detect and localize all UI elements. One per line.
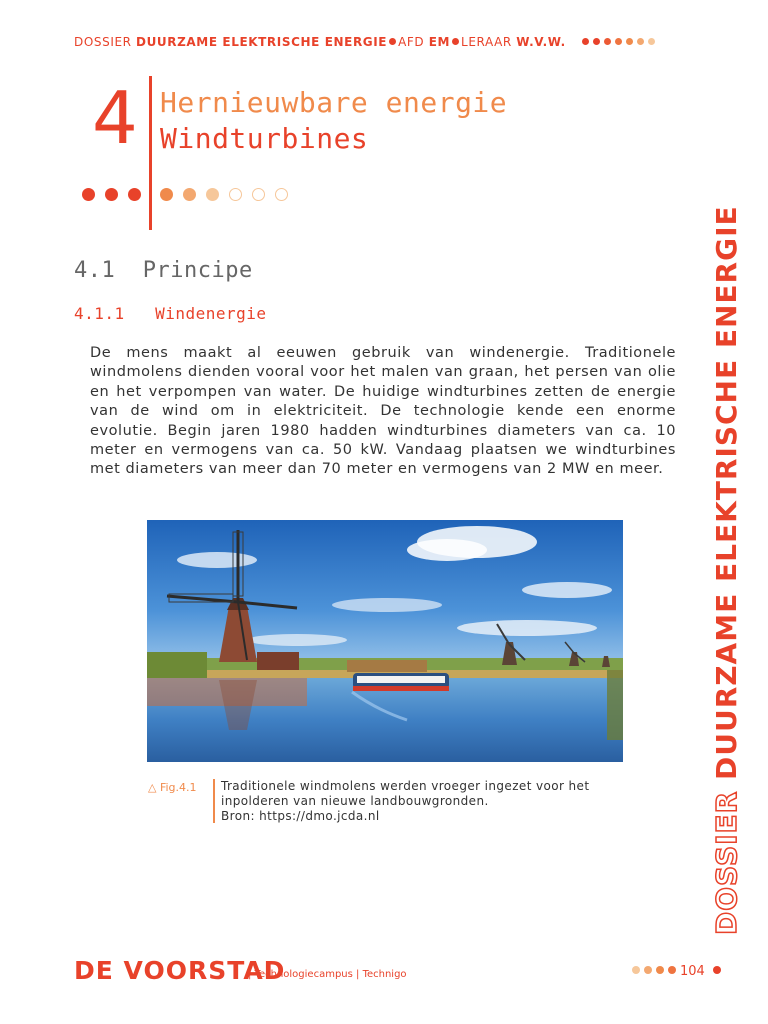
header-bullet (389, 38, 396, 45)
header-afd-label: AFD (398, 35, 425, 49)
header-bullet (452, 38, 459, 45)
subsection-title: Windenergie (155, 304, 267, 323)
subsection-heading (74, 304, 267, 323)
side-title-main: DUURZAME ELEKTRISCHE ENERGIE (710, 205, 743, 781)
section-title: Principe (142, 258, 253, 283)
running-header (74, 35, 657, 49)
section-number: 4.1 (74, 258, 116, 283)
header-afd-value: EM (428, 35, 451, 49)
chapter-title-line1: Hernieuwbare energie (160, 86, 508, 119)
page-number-block (632, 964, 725, 979)
subsection-number: 4.1.1 (74, 304, 125, 323)
header-teacher-label: LERAAR (461, 35, 512, 49)
caption-text: Traditionele windmolens werden vroeger ingezet voor het inpolderen van nieuwe landbouwgronden. (221, 779, 590, 808)
side-title (710, 205, 743, 935)
footer-links: | Technologiecampus | Technigo (248, 969, 407, 980)
chapter-divider (149, 76, 152, 230)
header-dot-row (580, 35, 657, 49)
side-title-dossier: DOSSIER (710, 790, 743, 935)
figure-caption (221, 779, 641, 824)
chapter-number: 4 (92, 76, 138, 160)
header-dossier-title: DUURZAME ELEKTRISCHE ENERGIE (136, 35, 388, 49)
section-heading (74, 258, 253, 283)
figure-label: △ Fig.4.1 (148, 781, 197, 794)
caption-source: Bron: https://dmo.jcda.nl (221, 809, 380, 823)
header-teacher-value: W.V.W. (516, 35, 566, 49)
caption-divider (213, 779, 215, 823)
header-prefix: DOSSIER (74, 35, 132, 49)
body-paragraph: De mens maakt al eeuwen gebruik van windenergie. Traditionele windmolens dienden vooral voor het malen van graan, het persen van olie en het verpompen van water. De huidige windturbines zetten de energie van de wind om in elektriciteit. De technologie kende een enorme evolutie. Begin jaren 1980 hadden windturbines diameters van ca. 10 meter en vermogens van ca. 50 kW. Vandaag plaatsen we windturbines met diameters van meer dan 70 meter en vermogens van 2 MW en meer. (90, 345, 676, 478)
windmill-photo (147, 520, 623, 762)
chapter-title-line2: Windturbines (160, 122, 369, 155)
page-number: 104 (680, 964, 705, 979)
school-logo: DE VOORSTAD (74, 956, 286, 985)
